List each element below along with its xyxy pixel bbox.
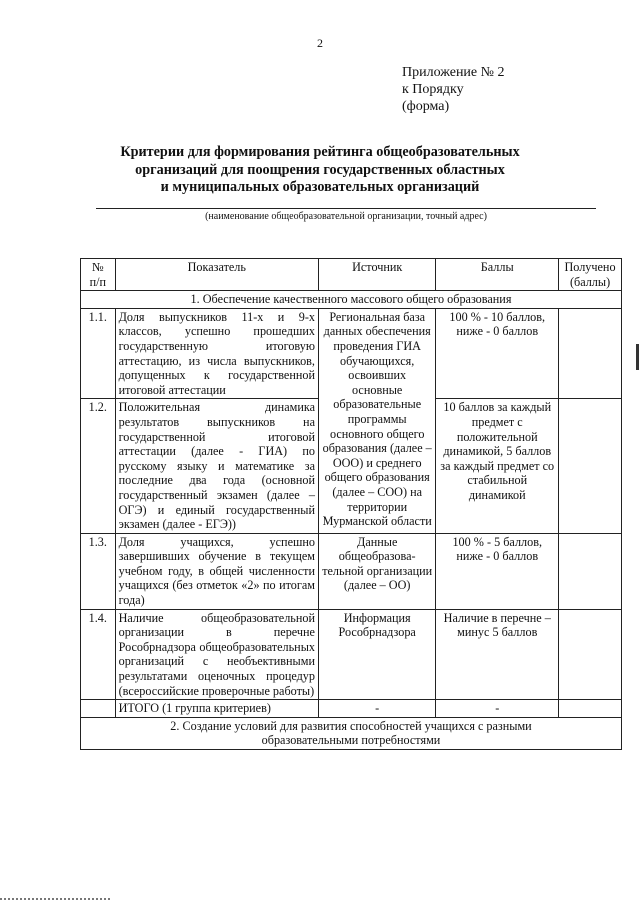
section-2-title	[81, 717, 622, 749]
row-source-shared: Региональная база данных обеспечения проведения ГИА обучающихся, освоивших основные образовательные программы основного общего образования (далее – ООО) и среднего общего образования (далее – СОО) на территории Мурманской области	[318, 308, 435, 533]
scan-edge-mark	[636, 344, 639, 370]
header-points: Баллы	[436, 259, 559, 291]
section-2-line-2: образовательными потребностями	[261, 733, 441, 748]
row-number: 1.2.	[81, 399, 116, 533]
criteria-table	[80, 258, 622, 750]
organization-name-line	[96, 208, 596, 209]
section-1-title: 1. Обеспечение качественного массового общего образования	[81, 291, 622, 309]
header-number	[81, 259, 116, 291]
row-source: Данные общеобразова-тельной организации (далее – ОО)	[318, 533, 435, 609]
scan-bottom-artifact	[0, 898, 110, 900]
header-received-line-2: (баллы)	[569, 274, 611, 289]
row-indicator: Доля учащихся, успешно завершивших обучение в текущем учебном году, в общей численности учащихся (без отметок «2» по итогам года)	[115, 533, 318, 609]
header-number-line-2: п/п	[89, 274, 107, 289]
row-points: Наличие в перечне – минус 5 баллов	[436, 609, 559, 700]
total-received-cell[interactable]	[559, 700, 622, 718]
header-indicator: Показатель	[115, 259, 318, 291]
row-points: 10 баллов за каждый предмет с положительной динамикой, 5 баллов за каждый предмет со стабильной динамикой	[436, 399, 559, 533]
total-number-cell	[81, 700, 116, 718]
row-source: Информация Рособрнадзора	[318, 609, 435, 700]
section-row	[81, 291, 622, 309]
organization-name-caption: (наименование общеобразовательной организации, точный адрес)	[205, 211, 487, 222]
row-points: 100 % - 5 баллов, ниже - 0 баллов	[436, 533, 559, 609]
page-number: 2	[317, 36, 323, 50]
header-number-line-1: №	[91, 260, 104, 274]
header-received-line-1: Получено	[564, 260, 616, 274]
appendix-heading	[402, 64, 505, 115]
section-row	[81, 717, 622, 749]
table-header-row	[81, 259, 622, 291]
total-label: ИТОГО (1 группа критериев)	[115, 700, 318, 718]
row-number: 1.1.	[81, 308, 116, 399]
total-points: -	[436, 700, 559, 718]
title-line-3: и муниципальных образовательных организаций	[160, 179, 480, 195]
appendix-line-3: (форма)	[402, 99, 450, 114]
section-2-line-1: 2. Создание условий для развития способностей учащихся с разными	[170, 718, 532, 733]
header-source: Источник	[318, 259, 435, 291]
row-number: 1.3.	[81, 533, 116, 609]
appendix-line-2: к Порядку	[402, 82, 464, 97]
row-indicator: Доля выпускников 11-х и 9-х классов, успешно прошедших государственную итоговую аттестацию, из числа выпускников, допущенных к государственной итоговой аттестации	[115, 308, 318, 399]
title-line-1: Критерии для формирования рейтинга общеобразовательных	[120, 144, 520, 160]
table-row	[81, 533, 622, 609]
row-number: 1.4.	[81, 609, 116, 700]
row-indicator: Наличие общеобразовательной организации в перечне Рособрнадзора общеобразовательных организаций с необъективными результатами оценочных процедур (всероссийские проверочные работы)	[115, 609, 318, 700]
title-line-2: организаций для поощрения государственных областных	[135, 161, 505, 178]
table-row	[81, 308, 622, 399]
row-received-cell[interactable]	[559, 609, 622, 700]
row-points: 100 % - 10 баллов, ниже - 0 баллов	[436, 308, 559, 399]
row-indicator: Положительная динамика результатов выпускников на государственной итоговой аттестации (далее - ГИА) по русскому языку и математике за последние два года (основной государственный экзамен (далее – ОГЭ) и единый государственный экзамен (далее - ЕГЭ))	[115, 399, 318, 533]
header-received	[559, 259, 622, 291]
appendix-line-1: Приложение № 2	[402, 65, 505, 80]
document-title	[40, 144, 600, 197]
row-received-cell[interactable]	[559, 308, 622, 399]
row-received-cell[interactable]	[559, 399, 622, 533]
total-row	[81, 700, 622, 718]
row-received-cell[interactable]	[559, 533, 622, 609]
total-source: -	[318, 700, 435, 718]
table-row	[81, 609, 622, 700]
